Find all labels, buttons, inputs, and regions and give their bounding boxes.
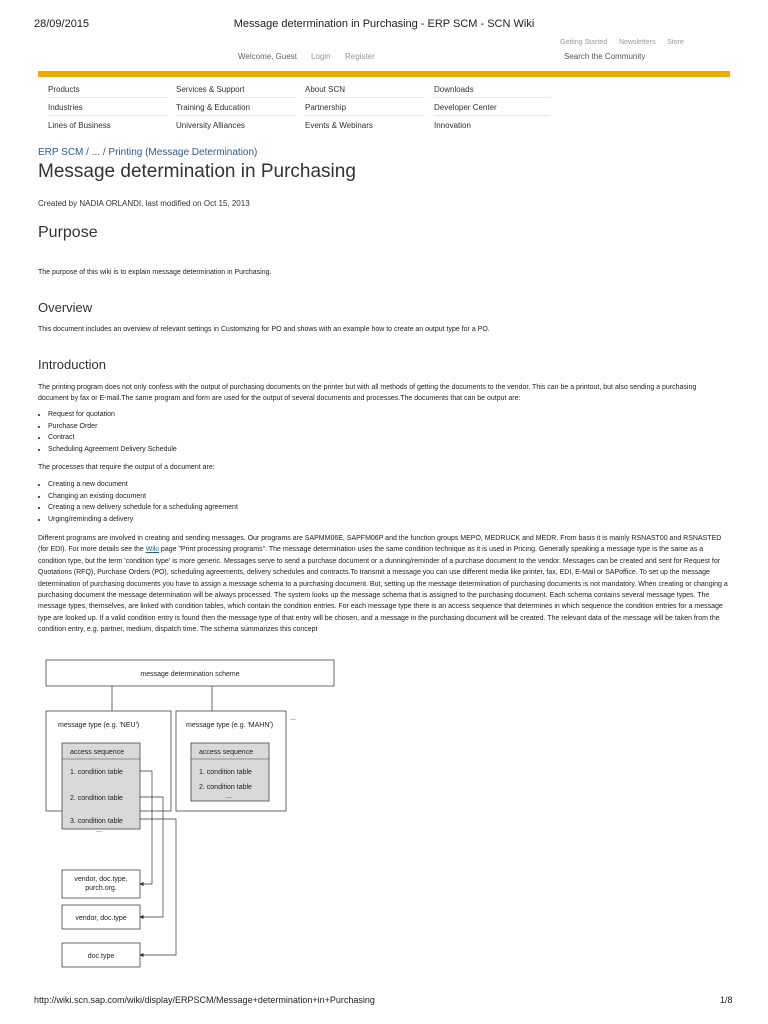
nav-training-education[interactable]: Training & Education <box>176 103 250 112</box>
access-sequence-label-2: access sequence <box>199 749 254 756</box>
key-2-label: vendor, doc.type <box>75 915 127 922</box>
condition-table-2: 2. condition table <box>70 795 123 802</box>
brand-bar <box>38 71 730 77</box>
nav-industries[interactable]: Industries <box>48 103 83 112</box>
document-list <box>38 409 177 455</box>
condition-table-2b: 2. condition table <box>199 784 252 791</box>
print-footer-url: http://wiki.scn.sap.com/wiki/display/ERPSCM/Message+determination+in+Purchasing <box>34 995 375 1005</box>
breadcrumb-printing[interactable]: Printing (Message Determination) <box>108 147 258 158</box>
nav-events-webinars[interactable]: Events & Webinars <box>305 121 373 130</box>
list-item: • Scheduling Agreement Delivery Schedule <box>48 444 177 456</box>
condition-table-more-b: ... <box>226 793 232 800</box>
more-message-types: ... <box>290 715 296 722</box>
nav-downloads[interactable]: Downloads <box>434 85 474 94</box>
login-link[interactable]: Login <box>311 52 331 61</box>
access-sequence-label: access sequence <box>70 749 125 756</box>
print-page-number: 1/8 <box>720 995 733 1005</box>
message-type-neu-label: message type (e.g. 'NEU') <box>58 722 140 729</box>
intro-paragraph-3 <box>38 533 730 636</box>
newsletters-link[interactable]: Newsletters <box>619 39 656 46</box>
message-type-mahn-label: message type (e.g. 'MAHN') <box>186 722 274 729</box>
condition-table-3: 3. condition table <box>70 818 123 825</box>
nav-services-support[interactable]: Services & Support <box>176 85 245 94</box>
purpose-heading: Purpose <box>38 224 98 241</box>
intro-paragraph-2: The processes that require the output of a document are: <box>38 464 215 471</box>
purpose-text: The purpose of this wiki is to explain message determination in Purchasing. <box>38 269 272 276</box>
condition-table-1: 1. condition table <box>70 769 123 776</box>
introduction-heading: Introduction <box>38 357 106 372</box>
register-link[interactable]: Register <box>345 52 375 61</box>
list-item: • Contract <box>48 432 177 444</box>
breadcrumb-separator: / <box>102 147 106 158</box>
print-date: 28/09/2015 <box>34 18 90 30</box>
getting-started-link[interactable]: Getting Started <box>560 39 608 46</box>
breadcrumb-ellipsis[interactable]: / ... <box>86 147 101 158</box>
key-1-line-2: purch.org. <box>85 885 117 892</box>
nav-innovation[interactable]: Innovation <box>434 121 471 130</box>
nav-products[interactable]: Products <box>48 85 80 94</box>
list-item: • Purchase Order <box>48 421 177 433</box>
intro-paragraph-3-start: Different programs are involved in creating and sending messages. Our programs are SAPMM06E, SAPFM06P and the function groups MEPO, MEDRUCK and MEDR. From basis it is mainly RSNAST00 and RSNASTED (for EDI). For more details see the <box>38 535 722 554</box>
breadcrumb <box>38 147 257 158</box>
list-item: • Creating a new document <box>48 479 238 491</box>
condition-table-more: ... <box>96 827 102 834</box>
nav-about-scn[interactable]: About SCN <box>305 85 346 94</box>
key-1-line-1: vendor, doc.type, <box>74 876 128 883</box>
message-determination-diagram <box>36 655 346 980</box>
condition-table-1b: 1. condition table <box>199 769 252 776</box>
print-doc-title: Message determination in Purchasing - ERP SCM - SCN Wiki <box>233 18 535 30</box>
process-list <box>38 479 238 525</box>
welcome-text: Welcome, Guest <box>238 52 297 61</box>
nav-lines-of-business[interactable]: Lines of Business <box>48 121 111 130</box>
nav-university-alliances[interactable]: University Alliances <box>176 121 245 130</box>
overview-heading: Overview <box>38 300 93 315</box>
list-item: • Creating a new delivery schedule for a scheduling agreement <box>48 502 238 514</box>
wiki-link[interactable]: Wiki <box>145 546 159 554</box>
page-byline: Created by NADIA ORLANDI, last modified on Oct 15, 2013 <box>38 199 250 208</box>
scheme-label: message determination scheme <box>140 671 240 678</box>
list-item: • Changing an existing document <box>48 491 238 503</box>
search-community-input[interactable]: Search the Community <box>564 52 646 61</box>
key-box-1 <box>62 870 140 898</box>
key-3-label: doc.type <box>87 953 115 960</box>
nav-partnership[interactable]: Partnership <box>305 103 346 112</box>
breadcrumb-erp-scm[interactable]: ERP SCM <box>38 147 84 158</box>
nav-developer-center[interactable]: Developer Center <box>434 103 497 112</box>
list-item: • Urging/reminding a delivery <box>48 514 238 526</box>
store-link[interactable]: Store <box>667 39 684 46</box>
overview-text: This document includes an overview of relevant settings in Customizing for PO and shows with an example how to create an output type for a PO. <box>38 326 490 333</box>
intro-paragraph-1: The printing program does not only confess with the output of purchasing documents on the printer but with all methods of getting the documents to the vendor. This can be a printout, but also sending a purchasing document by fax or E-mail.The same program and form are used for the output of several documents and processes.The documents that can be output are: <box>38 384 697 403</box>
intro-paragraph-3-rest: page "Print processing programs". The message determination uses the same condition technique as it is used in Pricing. Generally speaking a message type is the same as a condition type, but the term 'condition type' is more generic. Messages serve to send a purchase document or a dunning/reminder of a purchase document to the vendor. Messages can be created and sent for Request for Quotations (RFQ), Purchase Orders (PO), scheduling agreements, delivery schedules and contracts.To transmit a message you can use different media like printer, fax, EDI, E-Mail or SAPoffice. To set up the message determination of purchasing documents you have to assign a message schema to a purchasing document. But, setting up the message determination of purchasing documents is not mandatory. When creating or changing a purchasing document the message determination will be always processed. The system looks up the message schema that is assigned to the purchasing document. Each schema contains several message types. The message types, themselves, are linked with condition tables, which contain the condition entries. For each message type there is an access sequence that determines in which sequence the condition entries for a message type are looked up. If a valid condition entry is found then the message type of that entry will be chosen, and a message in the purchasing document will be created. The relevant data of the message will be taken from the condition entry, e.g. partner, medium, dispatch time. The schema summarizes this concept <box>38 546 728 634</box>
list-item: • Request for quotation <box>48 409 177 421</box>
page-title: Message determination in Purchasing <box>38 161 356 182</box>
